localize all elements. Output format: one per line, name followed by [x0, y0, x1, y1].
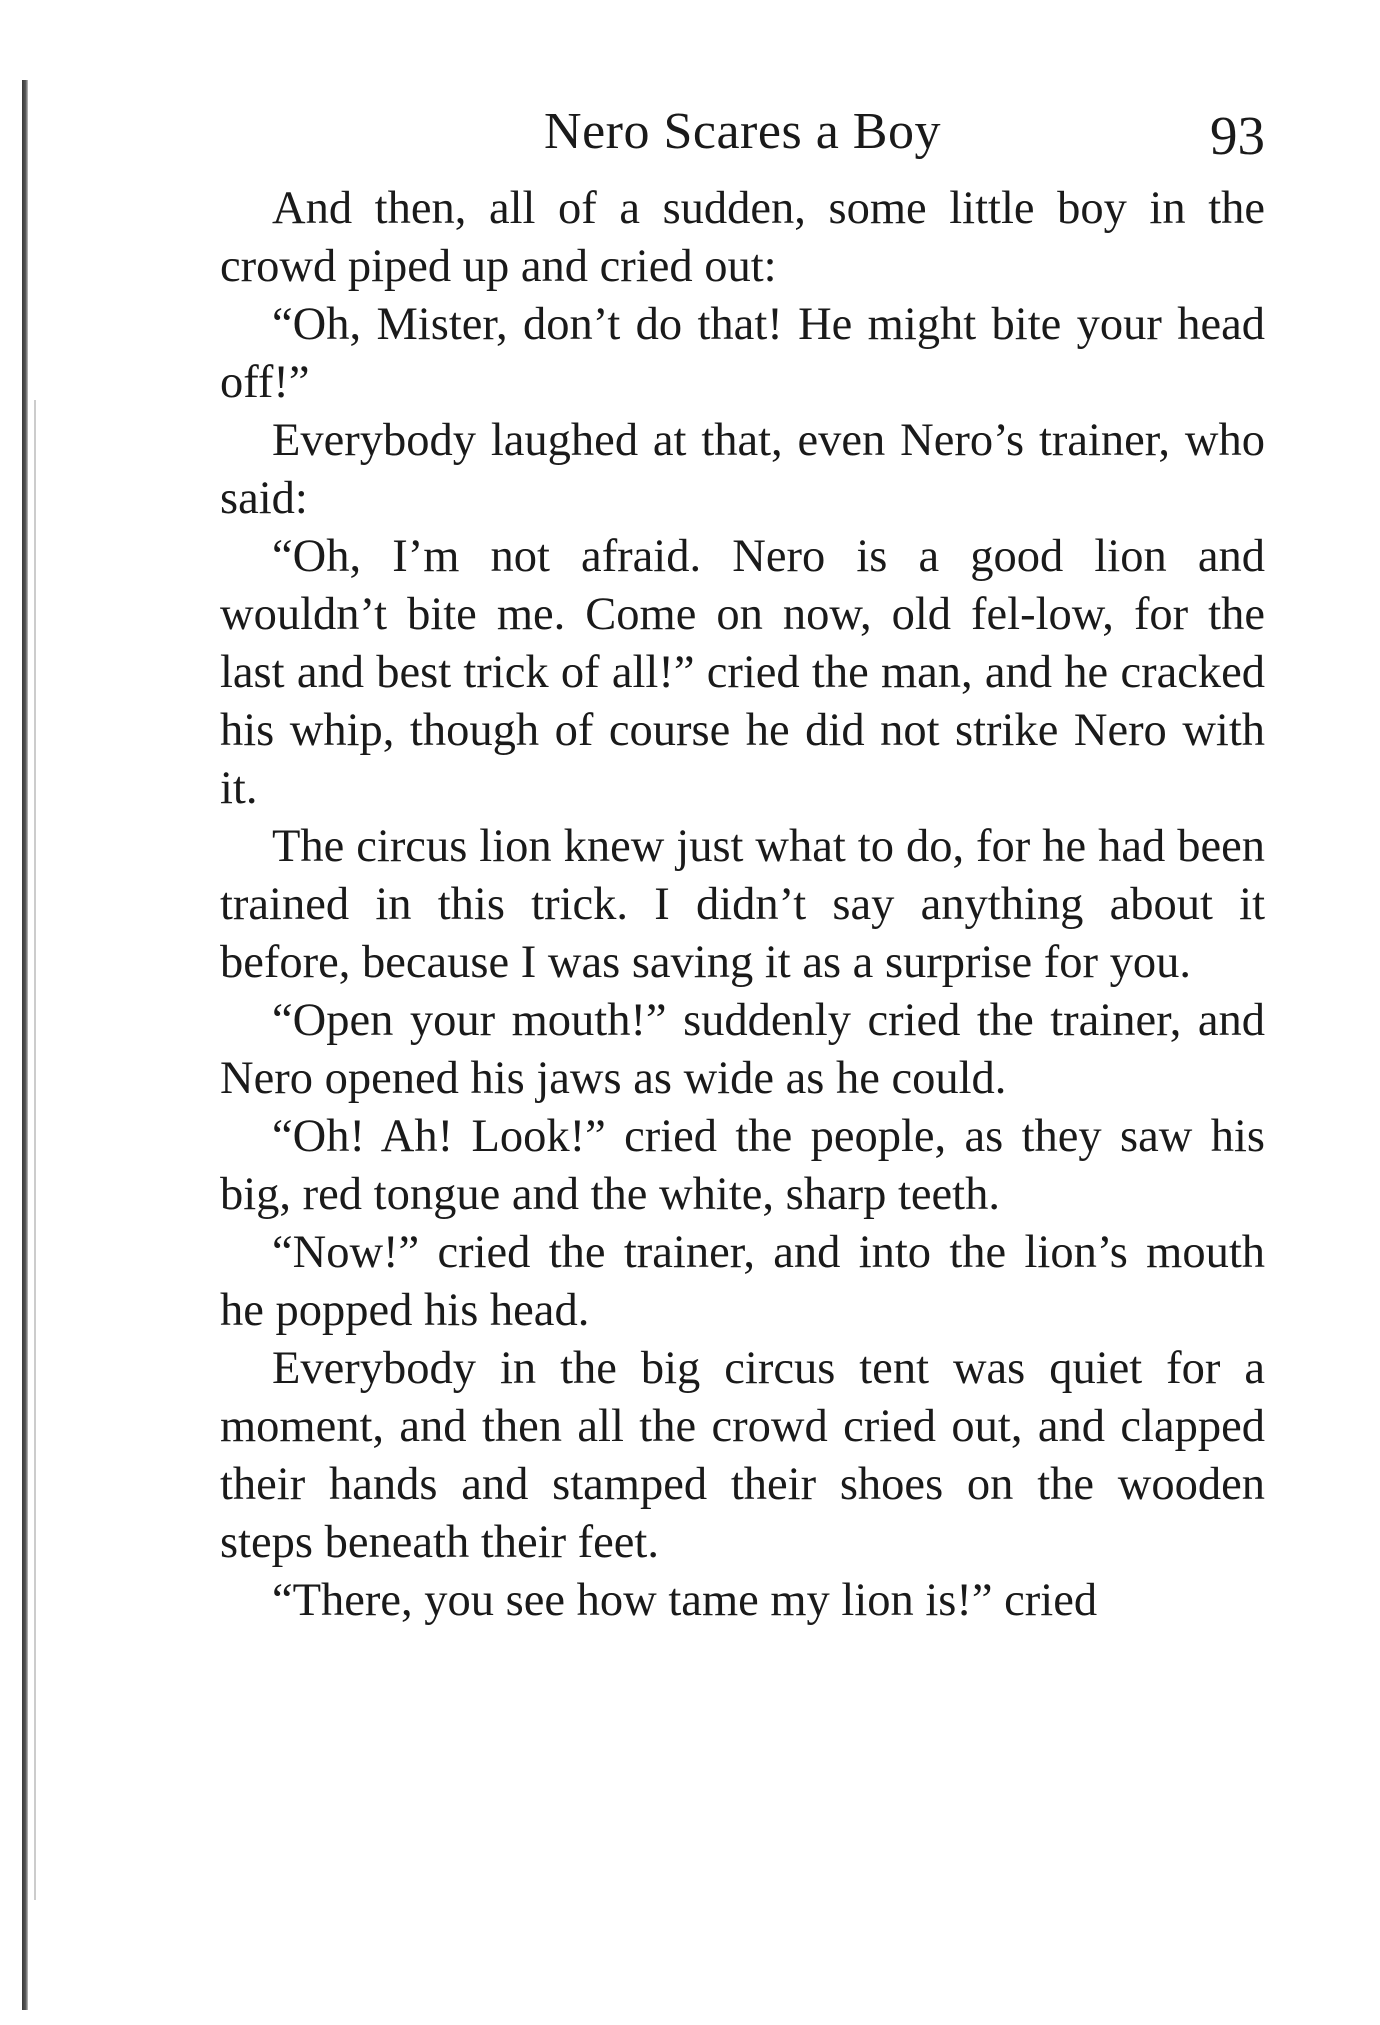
paragraph: “Oh, I’m not afraid. Nero is a good lion and wouldn’t bite me. Come on now, old fel-low, for the last and best trick of all!” cried the man, and he cracked his whip, though of course he did not strike Nero with it.: [220, 531, 1265, 814]
body-text: [220, 180, 1265, 1630]
paragraph: “Open your mouth!” suddenly cried the trainer, and Nero opened his jaws as wide as he could.: [220, 995, 1265, 1104]
paragraph: And then, all of a sudden, some little boy in the crowd piped up and cried out:: [220, 183, 1265, 292]
paragraph: “Oh, Mister, don’t do that! He might bite your head off!”: [220, 299, 1265, 408]
paragraph: “Oh! Ah! Look!” cried the people, as they saw his big, red tongue and the white, sharp teeth.: [220, 1111, 1265, 1220]
chapter-title: Nero Scares a Boy: [544, 103, 941, 160]
book-page: [220, 98, 1265, 1630]
paragraph: Everybody laughed at that, even Nero’s trainer, who said:: [220, 415, 1265, 524]
paragraph: Everybody in the big circus tent was quiet for a moment, and then all the crowd cried out, and clapped their hands and stamped their shoes on the wooden steps beneath their feet.: [220, 1343, 1265, 1568]
page-binding-shadow: [34, 400, 36, 1900]
page-binding-edge: [22, 80, 28, 2010]
page-number: 93: [1210, 105, 1265, 166]
paragraph: “There, you see how tame my lion is!” cried: [272, 1575, 1098, 1626]
running-header: [220, 98, 1265, 170]
paragraph: The circus lion knew just what to do, for he had been trained in this trick. I didn’t say anything about it before, because I was saving it as a surprise for you.: [220, 821, 1265, 988]
paragraph: “Now!” cried the trainer, and into the lion’s mouth he popped his head.: [220, 1227, 1265, 1336]
